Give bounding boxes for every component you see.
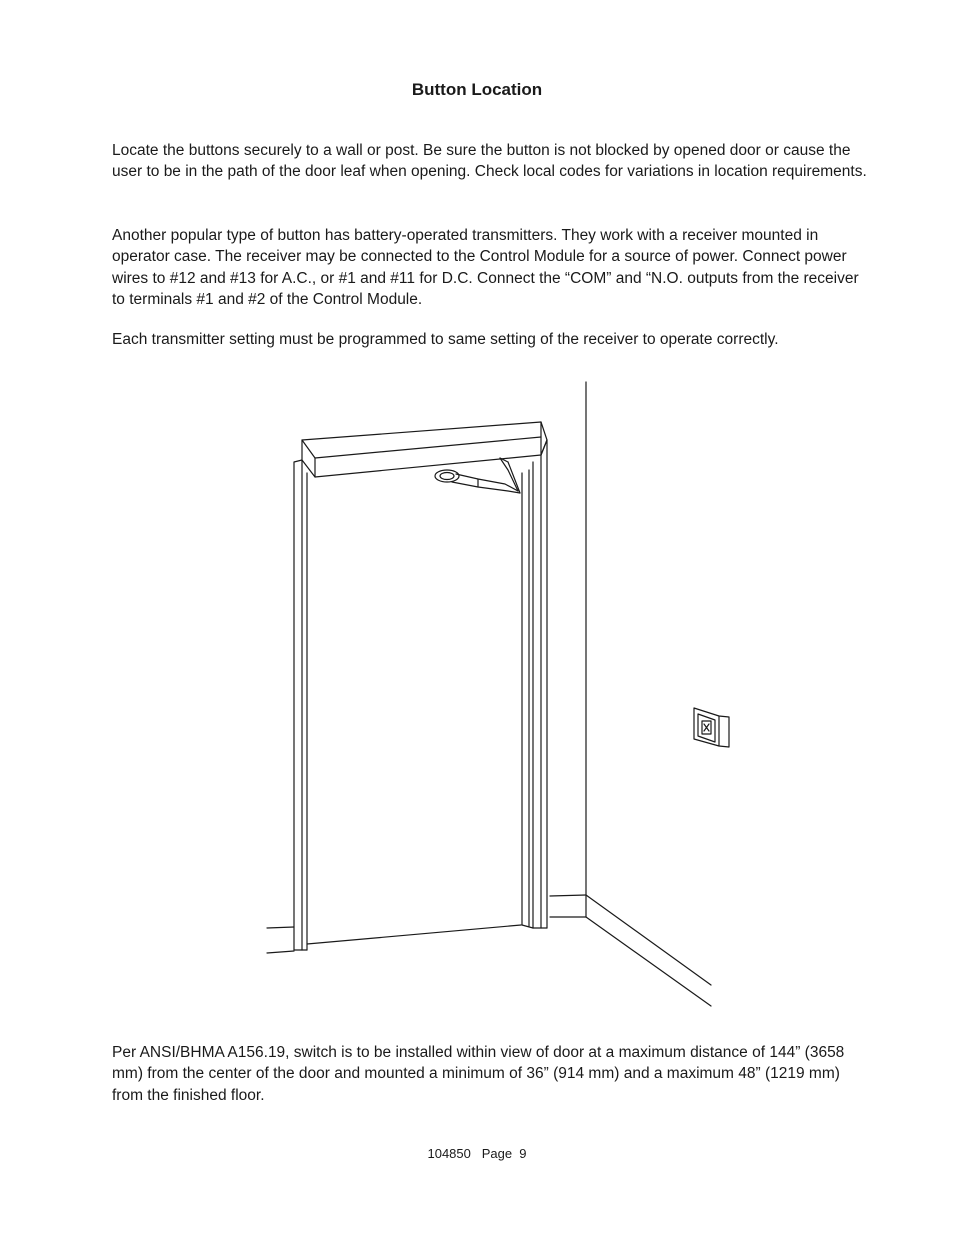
wall-corner — [550, 382, 711, 1006]
operator-arm-icon — [435, 458, 520, 493]
paragraph-button-placement: Locate the buttons securely to a wall or post. Be sure the button is not blocked by opened door or cause the user to be in the path of the door leaf when opening. Check local codes for variations in location requirements. — [112, 142, 867, 181]
paragraph-programming: Each transmitter setting must be programmed to same setting of the receiver to operate correctly. — [112, 331, 779, 348]
floor-lines — [267, 925, 521, 953]
page-title: Button Location — [411, 80, 543, 99]
door-frame-icon — [294, 440, 547, 950]
page-footer: 104850 Page 9 — [427, 1146, 527, 1161]
wall-button-icon — [694, 708, 729, 747]
paragraph-transmitters: Another popular type of button has battery-operated transmitters. They work with a receiver mounted in operator case. The receiver may be connected to the Control Module for a source of power. Connect power wires to #12 and #13 for A.C., or #1 and #11 for D.C. Connect the “COM” and “N.O. outputs from the receiver to terminals #1 and #2 of the Control Module. — [112, 227, 859, 308]
paragraph-ansi-requirement: Per ANSI/BHMA A156.19, switch is to be installed within view of door at a maximum distance of 144” (3658 mm) from the center of the door and mounted a minimum of 36” (914 mm) and a maximum 48” (1219 mm) from the finished floor. — [112, 1044, 845, 1104]
